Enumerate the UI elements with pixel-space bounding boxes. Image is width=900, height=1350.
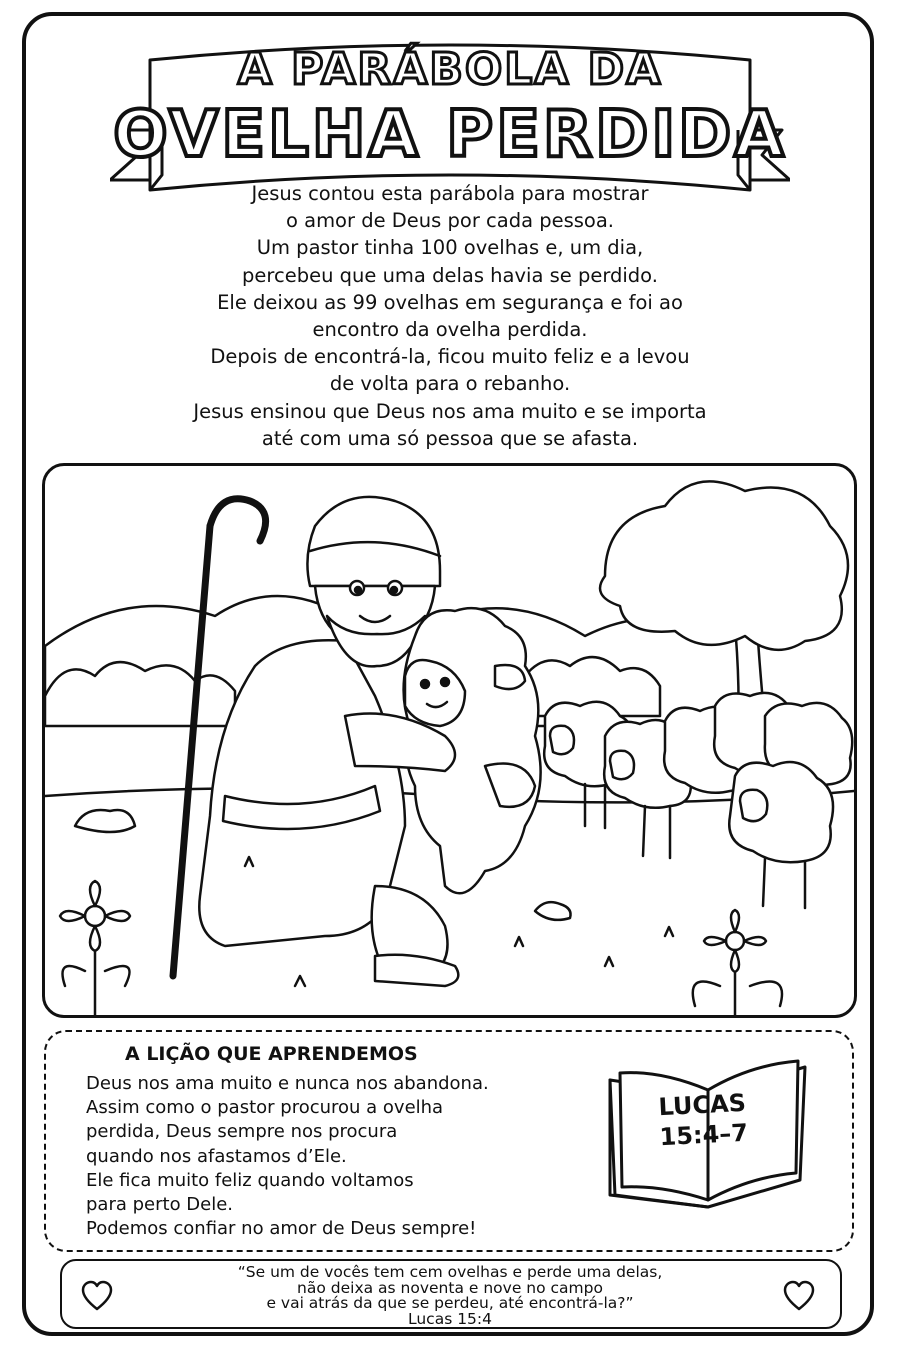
quote-line: não deixa as noventa e nove no campo <box>297 1278 603 1297</box>
heart-icon <box>80 1280 114 1312</box>
shepherd-scene-illustration <box>42 463 857 1018</box>
lesson-line: para perto Dele. <box>86 1194 234 1216</box>
intro-text <box>120 180 780 452</box>
bible-quote <box>150 1265 750 1327</box>
bible-reference <box>627 1086 780 1154</box>
bible-book: LUCAS <box>657 1088 747 1122</box>
lesson-title: A LIÇÃO QUE APRENDEMOS <box>125 1043 418 1065</box>
bible-verses: 15:4–7 <box>658 1118 749 1152</box>
intro-line: o amor de Deus por cada pessoa. <box>285 209 614 233</box>
lesson-line: quando nos afastamos d’Ele. <box>86 1145 347 1167</box>
intro-line: Jesus ensinou que Deus nos ama muito e se importa <box>193 399 707 423</box>
intro-line: Jesus contou esta parábola para mostrar <box>251 182 649 205</box>
lesson-line: Ele fica muito feliz quando voltamos <box>86 1169 414 1191</box>
heart-icon <box>782 1280 816 1312</box>
shepherd-hugging-lamb-icon <box>45 466 854 1015</box>
quote-reference: Lucas 15:4 <box>407 1309 493 1328</box>
quote-line: e vai atrás da que se perdeu, até encontrá-la?” <box>266 1294 634 1312</box>
intro-line: de volta para o rebanho. <box>329 372 571 396</box>
intro-line: até com uma só pessoa que se afasta. <box>261 426 639 450</box>
intro-line: Um pastor tinha 100 ovelhas e, um dia, <box>256 236 644 260</box>
title-line-2: OVELHA PERDIDA <box>113 98 787 172</box>
lesson-line: perdida, Deus sempre nos procura <box>86 1121 398 1143</box>
quote-line: “Se um de vocês tem cem ovelhas e perde uma delas, <box>237 1263 663 1281</box>
title-line-1: A PARÁBOLA DA <box>237 44 663 95</box>
intro-line: encontro da ovelha perdida. <box>312 318 588 342</box>
lesson-line: Podemos confiar no amor de Deus sempre! <box>86 1218 477 1240</box>
lesson-line: Assim como o pastor procurou a ovelha <box>86 1097 444 1119</box>
intro-line: Depois de encontrá-la, ficou muito feliz e a levou <box>210 345 690 369</box>
intro-line: Ele deixou as 99 ovelhas em segurança e foi ao <box>217 290 683 314</box>
intro-line: percebeu que uma delas havia se perdido. <box>242 263 658 287</box>
lesson-line: Deus nos ama muito e nunca nos abandona. <box>86 1073 489 1094</box>
lesson-text <box>86 1072 489 1241</box>
